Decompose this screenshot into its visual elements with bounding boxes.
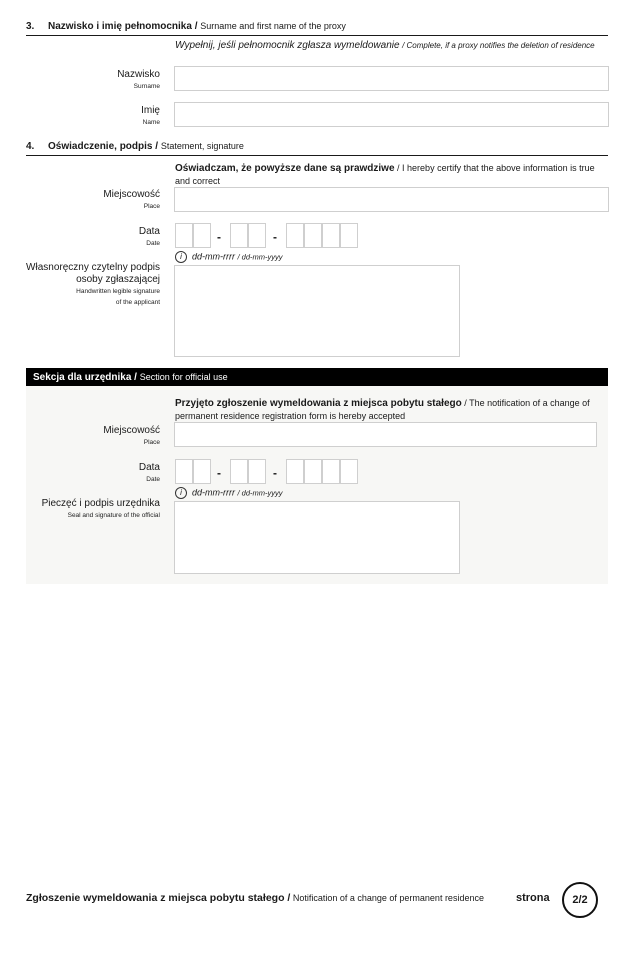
year-digit-2[interactable]	[304, 459, 322, 484]
official-date-format-hint: i dd-mm-rrrr / dd-mm-yyyy	[175, 487, 283, 499]
official-place-field[interactable]	[174, 422, 597, 447]
accepted-text	[175, 397, 605, 422]
day-digit-1[interactable]	[175, 459, 193, 484]
info-icon: i	[175, 251, 187, 263]
footer-title-en: Notification of a change of permanent residence	[292, 893, 484, 903]
official-title-pl: Sekcja dla urzędnika /	[33, 372, 137, 383]
section-title-en: Statement, signature	[160, 141, 244, 151]
year-digit-3[interactable]	[322, 223, 340, 248]
date-format-hint: i dd-mm-rrrr / dd-mm-yyyy	[175, 251, 283, 263]
proxy-note-en: / Complete, if a proxy notifies the deletion of residence	[402, 41, 595, 50]
seal-signature-box[interactable]	[174, 501, 460, 574]
name-label: Imię Name	[141, 105, 160, 126]
date-separator: -	[273, 466, 277, 480]
date-separator: -	[217, 466, 221, 480]
seal-label: Pieczęć i podpis urzędnika Seal and signature of the official	[41, 498, 160, 519]
date-separator: -	[217, 230, 221, 244]
place-field[interactable]	[174, 187, 609, 212]
year-digit-1[interactable]	[286, 223, 304, 248]
year-digit-3[interactable]	[322, 459, 340, 484]
year-digit-4[interactable]	[340, 223, 358, 248]
page-label: strona	[516, 892, 550, 904]
day-digit-2[interactable]	[193, 459, 211, 484]
accepted-pl: Przyjęto zgłoszenie wymeldowania z miejsca pobytu stałego	[175, 398, 462, 409]
date-label: Data Date	[138, 226, 160, 247]
section-4-header	[26, 139, 608, 156]
day-digit-1[interactable]	[175, 223, 193, 248]
month-digit-2[interactable]	[248, 459, 266, 484]
month-digit-2[interactable]	[248, 223, 266, 248]
surname-label: Nazwisko Surname	[117, 69, 160, 90]
official-title-en: Section for official use	[139, 372, 228, 382]
year-digit-1[interactable]	[286, 459, 304, 484]
statement-text	[175, 162, 605, 187]
month-digit-1[interactable]	[230, 459, 248, 484]
day-digit-2[interactable]	[193, 223, 211, 248]
statement-pl: Oświadczam, że powyższe dane są prawdziwe	[175, 163, 395, 174]
month-digit-1[interactable]	[230, 223, 248, 248]
date-separator: -	[273, 230, 277, 244]
place-label: Miejscowość Place	[103, 189, 160, 210]
section-title-en: Surname and first name of the proxy	[200, 21, 346, 31]
proxy-surname-field[interactable]	[174, 66, 609, 91]
proxy-note	[175, 39, 605, 52]
section-title-pl: Oświadczenie, podpis /	[48, 141, 159, 152]
year-digit-4[interactable]	[340, 459, 358, 484]
statement-en: / I hereby certify that the above information is true and correct	[175, 163, 595, 186]
info-icon: i	[175, 487, 187, 499]
footer-title-pl: Zgłoszenie wymeldowania z miejsca pobytu stałego /	[26, 892, 291, 904]
accepted-en: / The notification of a change of permanent residence registration form is hereby accepted	[175, 398, 590, 421]
official-section-header	[26, 368, 608, 386]
date-input-group	[175, 223, 365, 248]
proxy-name-field[interactable]	[174, 102, 609, 127]
page-number-badge: 2/2	[562, 882, 598, 918]
official-place-label: Miejscowość Place	[103, 425, 160, 446]
footer-title	[26, 893, 496, 904]
official-date-label: Data Date	[138, 462, 160, 483]
proxy-note-pl: Wypełnij, jeśli pełnomocnik zgłasza wymeldowanie	[175, 40, 400, 51]
section-3-header	[26, 19, 608, 36]
section-title-pl: Nazwisko i imię pełnomocnika /	[48, 21, 198, 32]
signature-box[interactable]	[174, 265, 460, 357]
section-number: 4.	[26, 141, 35, 152]
section-number: 3.	[26, 21, 35, 32]
year-digit-2[interactable]	[304, 223, 322, 248]
official-date-input-group	[175, 459, 365, 484]
signature-label: Własnoręczny czytelny podpis osoby zgłaszającej Handwritten legible signature of the applicant	[26, 262, 160, 306]
